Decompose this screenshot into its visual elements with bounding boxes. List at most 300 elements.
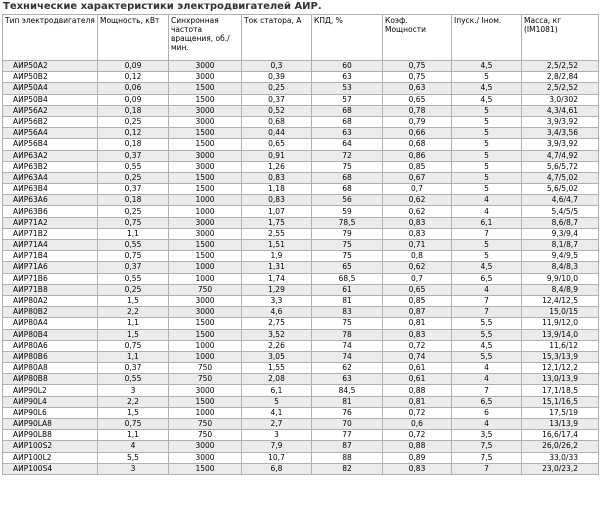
cell-mass: 5,4/5/5 xyxy=(522,206,599,217)
cell-efficiency: 87 xyxy=(312,441,383,452)
cell-current: 1,75 xyxy=(242,217,312,228)
cell-power: 0,25 xyxy=(98,172,169,183)
table-body xyxy=(3,61,599,475)
cell-type: АИР80А8 xyxy=(3,363,98,374)
table-row xyxy=(3,463,599,474)
cell-type: АИР90LА8 xyxy=(3,419,98,430)
cell-efficiency: 83 xyxy=(312,307,383,318)
cell-power-factor: 0,72 xyxy=(383,340,452,351)
cell-mass: 4,6/4,7 xyxy=(522,195,599,206)
cell-speed: 1000 xyxy=(169,340,242,351)
cell-speed: 3000 xyxy=(169,217,242,228)
cell-type: АИР50А4 xyxy=(3,83,98,94)
cell-power: 3 xyxy=(98,385,169,396)
cell-start-ratio: 5 xyxy=(452,105,522,116)
cell-start-ratio: 7 xyxy=(452,463,522,474)
cell-start-ratio: 6,1 xyxy=(452,217,522,228)
table-row xyxy=(3,295,599,306)
cell-current: 4,1 xyxy=(242,407,312,418)
cell-power-factor: 0,65 xyxy=(383,94,452,105)
cell-power: 0,12 xyxy=(98,72,169,83)
cell-mass: 11,9/12,0 xyxy=(522,318,599,329)
cell-speed: 1500 xyxy=(169,329,242,340)
cell-efficiency: 64 xyxy=(312,139,383,150)
cell-start-ratio: 4,5 xyxy=(452,83,522,94)
cell-start-ratio: 5,5 xyxy=(452,351,522,362)
cell-power-factor: 0,7 xyxy=(383,273,452,284)
cell-power-factor: 0,85 xyxy=(383,161,452,172)
cell-mass: 2,5/2,52 xyxy=(522,83,599,94)
cell-mass: 3,0/302 xyxy=(522,94,599,105)
cell-speed: 1000 xyxy=(169,407,242,418)
cell-power: 0,37 xyxy=(98,262,169,273)
cell-efficiency: 81 xyxy=(312,295,383,306)
cell-current: 1,31 xyxy=(242,262,312,273)
cell-efficiency: 62 xyxy=(312,363,383,374)
cell-current: 5 xyxy=(242,396,312,407)
cell-type: АИР63В4 xyxy=(3,184,98,195)
table-row xyxy=(3,94,599,105)
cell-power: 0,06 xyxy=(98,83,169,94)
table-row xyxy=(3,161,599,172)
cell-type: АИР63А6 xyxy=(3,195,98,206)
cell-power: 0,18 xyxy=(98,105,169,116)
cell-speed: 1500 xyxy=(169,318,242,329)
cell-start-ratio: 4 xyxy=(452,419,522,430)
cell-mass: 9,9/10,0 xyxy=(522,273,599,284)
cell-efficiency: 68 xyxy=(312,105,383,116)
cell-efficiency: 53 xyxy=(312,83,383,94)
cell-efficiency: 88 xyxy=(312,452,383,463)
header-mass: Масса, кг (IM1081) xyxy=(522,15,599,61)
cell-power-factor: 0,75 xyxy=(383,72,452,83)
cell-mass: 15,0/15 xyxy=(522,307,599,318)
cell-efficiency: 59 xyxy=(312,206,383,217)
cell-power-factor: 0,83 xyxy=(383,329,452,340)
cell-mass: 8,4/8,3 xyxy=(522,262,599,273)
cell-type: АИР56А2 xyxy=(3,105,98,116)
cell-efficiency: 63 xyxy=(312,128,383,139)
cell-mass: 12,4/12,5 xyxy=(522,295,599,306)
cell-type: АИР100S4 xyxy=(3,463,98,474)
cell-speed: 3000 xyxy=(169,385,242,396)
table-row xyxy=(3,240,599,251)
header-efficiency: КПД, % xyxy=(312,15,383,61)
table-row xyxy=(3,273,599,284)
cell-type: АИР63А2 xyxy=(3,150,98,161)
cell-efficiency: 56 xyxy=(312,195,383,206)
cell-power-factor: 0,67 xyxy=(383,172,452,183)
cell-power-factor: 0,6 xyxy=(383,419,452,430)
cell-current: 0,3 xyxy=(242,61,312,72)
cell-efficiency: 78,5 xyxy=(312,217,383,228)
cell-power: 4 xyxy=(98,441,169,452)
table-row xyxy=(3,128,599,139)
table-row xyxy=(3,284,599,295)
cell-power: 0,25 xyxy=(98,206,169,217)
cell-speed: 1000 xyxy=(169,206,242,217)
cell-start-ratio: 7 xyxy=(452,307,522,318)
cell-start-ratio: 4,5 xyxy=(452,94,522,105)
cell-current: 0,83 xyxy=(242,195,312,206)
cell-type: АИР50В4 xyxy=(3,94,98,105)
cell-efficiency: 61 xyxy=(312,284,383,295)
cell-start-ratio: 4 xyxy=(452,284,522,295)
header-current: Ток статора, А xyxy=(242,15,312,61)
cell-start-ratio: 4,5 xyxy=(452,262,522,273)
cell-efficiency: 72 xyxy=(312,150,383,161)
cell-current: 0,65 xyxy=(242,139,312,150)
table-row xyxy=(3,251,599,262)
cell-mass: 4,7/4,92 xyxy=(522,150,599,161)
cell-efficiency: 75 xyxy=(312,251,383,262)
cell-speed: 3000 xyxy=(169,61,242,72)
cell-speed: 3000 xyxy=(169,228,242,239)
cell-start-ratio: 4,5 xyxy=(452,61,522,72)
cell-power-factor: 0,8 xyxy=(383,251,452,262)
cell-start-ratio: 5 xyxy=(452,251,522,262)
cell-speed: 1500 xyxy=(169,94,242,105)
cell-start-ratio: 4 xyxy=(452,195,522,206)
cell-speed: 1000 xyxy=(169,351,242,362)
cell-mass: 16,6/17,4 xyxy=(522,430,599,441)
table-row xyxy=(3,430,599,441)
cell-power: 0,55 xyxy=(98,273,169,284)
cell-speed: 3000 xyxy=(169,452,242,463)
cell-power-factor: 0,62 xyxy=(383,206,452,217)
cell-power: 0,75 xyxy=(98,340,169,351)
cell-efficiency: 65 xyxy=(312,262,383,273)
cell-speed: 3000 xyxy=(169,150,242,161)
cell-type: АИР100S2 xyxy=(3,441,98,452)
table-row xyxy=(3,172,599,183)
cell-mass: 5,6/5,02 xyxy=(522,184,599,195)
table-row xyxy=(3,374,599,385)
cell-power: 0,75 xyxy=(98,419,169,430)
cell-speed: 3000 xyxy=(169,105,242,116)
cell-type: АИР80А2 xyxy=(3,295,98,306)
cell-power: 0,12 xyxy=(98,128,169,139)
table-row xyxy=(3,329,599,340)
cell-start-ratio: 5,5 xyxy=(452,329,522,340)
cell-current: 1,26 xyxy=(242,161,312,172)
cell-current: 2,75 xyxy=(242,318,312,329)
cell-mass: 13,9/14,0 xyxy=(522,329,599,340)
cell-mass: 9,3/9,4 xyxy=(522,228,599,239)
cell-power: 0,55 xyxy=(98,161,169,172)
cell-start-ratio: 7,5 xyxy=(452,452,522,463)
page-title: Технические характеристики электродвигателей АИР. xyxy=(3,1,322,12)
cell-type: АИР71В2 xyxy=(3,228,98,239)
cell-power: 0,25 xyxy=(98,116,169,127)
cell-efficiency: 81 xyxy=(312,396,383,407)
cell-current: 2,08 xyxy=(242,374,312,385)
cell-power: 0,25 xyxy=(98,284,169,295)
cell-start-ratio: 5 xyxy=(452,116,522,127)
cell-mass: 5,6/5,72 xyxy=(522,161,599,172)
cell-type: АИР80В6 xyxy=(3,351,98,362)
cell-efficiency: 63 xyxy=(312,72,383,83)
cell-current: 0,68 xyxy=(242,116,312,127)
cell-speed: 1500 xyxy=(169,172,242,183)
table-row xyxy=(3,396,599,407)
cell-speed: 1500 xyxy=(169,184,242,195)
cell-type: АИР50В2 xyxy=(3,72,98,83)
cell-efficiency: 60 xyxy=(312,61,383,72)
cell-start-ratio: 6 xyxy=(452,407,522,418)
cell-type: АИР63А4 xyxy=(3,172,98,183)
cell-current: 0,37 xyxy=(242,94,312,105)
cell-power-factor: 0,72 xyxy=(383,407,452,418)
cell-speed: 1000 xyxy=(169,273,242,284)
cell-type: АИР56В2 xyxy=(3,116,98,127)
cell-type: АИР80А4 xyxy=(3,318,98,329)
cell-speed: 750 xyxy=(169,374,242,385)
header-power-factor: Коэф. Мощности xyxy=(383,15,452,61)
cell-type: АИР100L2 xyxy=(3,452,98,463)
cell-type: АИР63В6 xyxy=(3,206,98,217)
cell-mass: 9,4/9,5 xyxy=(522,251,599,262)
cell-type: АИР80В4 xyxy=(3,329,98,340)
cell-mass: 3,9/3,92 xyxy=(522,139,599,150)
cell-speed: 1000 xyxy=(169,262,242,273)
cell-mass: 15,3/13,9 xyxy=(522,351,599,362)
cell-type: АИР50А2 xyxy=(3,61,98,72)
cell-efficiency: 68 xyxy=(312,184,383,195)
cell-efficiency: 68,5 xyxy=(312,273,383,284)
cell-mass: 17,5/19 xyxy=(522,407,599,418)
cell-power-factor: 0,63 xyxy=(383,83,452,94)
cell-current: 7,9 xyxy=(242,441,312,452)
cell-mass: 2,5/2,52 xyxy=(522,61,599,72)
cell-efficiency: 75 xyxy=(312,240,383,251)
cell-start-ratio: 5 xyxy=(452,172,522,183)
cell-power: 0,75 xyxy=(98,217,169,228)
cell-start-ratio: 7,5 xyxy=(452,441,522,452)
cell-speed: 1500 xyxy=(169,240,242,251)
cell-power-factor: 0,61 xyxy=(383,363,452,374)
cell-power: 0,37 xyxy=(98,184,169,195)
cell-start-ratio: 4 xyxy=(452,374,522,385)
cell-speed: 3000 xyxy=(169,295,242,306)
cell-speed: 1500 xyxy=(169,463,242,474)
cell-power-factor: 0,61 xyxy=(383,374,452,385)
cell-speed: 1500 xyxy=(169,251,242,262)
cell-current: 2,55 xyxy=(242,228,312,239)
cell-power: 5,5 xyxy=(98,452,169,463)
table-row xyxy=(3,184,599,195)
cell-speed: 3000 xyxy=(169,161,242,172)
cell-start-ratio: 7 xyxy=(452,228,522,239)
cell-efficiency: 68 xyxy=(312,172,383,183)
cell-start-ratio: 5 xyxy=(452,72,522,83)
cell-mass: 2,8/2,84 xyxy=(522,72,599,83)
cell-efficiency: 57 xyxy=(312,94,383,105)
cell-mass: 12,1/12,2 xyxy=(522,363,599,374)
cell-power: 0,37 xyxy=(98,363,169,374)
cell-start-ratio: 5 xyxy=(452,240,522,251)
cell-power-factor: 0,86 xyxy=(383,150,452,161)
table-header xyxy=(3,15,599,61)
cell-power-factor: 0,87 xyxy=(383,307,452,318)
cell-mass: 3,9/3,92 xyxy=(522,116,599,127)
cell-mass: 17,1/18,5 xyxy=(522,385,599,396)
cell-mass: 11,6/12 xyxy=(522,340,599,351)
cell-mass: 13,0/13,9 xyxy=(522,374,599,385)
table-row xyxy=(3,72,599,83)
table-row xyxy=(3,363,599,374)
cell-speed: 1000 xyxy=(169,195,242,206)
cell-power: 0,55 xyxy=(98,240,169,251)
cell-current: 1,55 xyxy=(242,363,312,374)
cell-type: АИР90L6 xyxy=(3,407,98,418)
cell-mass: 8,4/8,9 xyxy=(522,284,599,295)
cell-mass: 33,0/33 xyxy=(522,452,599,463)
cell-power: 0,18 xyxy=(98,195,169,206)
cell-power: 1,1 xyxy=(98,318,169,329)
cell-efficiency: 77 xyxy=(312,430,383,441)
cell-start-ratio: 6,5 xyxy=(452,396,522,407)
table-row xyxy=(3,441,599,452)
table-row xyxy=(3,206,599,217)
cell-start-ratio: 7 xyxy=(452,295,522,306)
cell-power: 0,09 xyxy=(98,94,169,105)
cell-current: 2,7 xyxy=(242,419,312,430)
header-power: Мощность, кВт xyxy=(98,15,169,61)
cell-efficiency: 76 xyxy=(312,407,383,418)
cell-current: 0,52 xyxy=(242,105,312,116)
cell-power: 0,09 xyxy=(98,61,169,72)
cell-mass: 13/13,9 xyxy=(522,419,599,430)
cell-type: АИР71В6 xyxy=(3,273,98,284)
cell-power-factor: 0,66 xyxy=(383,128,452,139)
cell-current: 1,51 xyxy=(242,240,312,251)
cell-type: АИР90L2 xyxy=(3,385,98,396)
cell-current: 10,7 xyxy=(242,452,312,463)
cell-start-ratio: 7 xyxy=(452,385,522,396)
cell-current: 3 xyxy=(242,430,312,441)
cell-current: 6,8 xyxy=(242,463,312,474)
cell-speed: 1500 xyxy=(169,139,242,150)
cell-power: 1,1 xyxy=(98,228,169,239)
cell-efficiency: 84,5 xyxy=(312,385,383,396)
table-row xyxy=(3,407,599,418)
cell-type: АИР71В4 xyxy=(3,251,98,262)
table-row xyxy=(3,385,599,396)
cell-mass: 4,3/4,61 xyxy=(522,105,599,116)
cell-power-factor: 0,88 xyxy=(383,385,452,396)
cell-mass: 15,1/16,5 xyxy=(522,396,599,407)
cell-power-factor: 0,75 xyxy=(383,61,452,72)
cell-power-factor: 0,7 xyxy=(383,184,452,195)
cell-current: 1,07 xyxy=(242,206,312,217)
cell-current: 0,25 xyxy=(242,83,312,94)
table-row xyxy=(3,318,599,329)
cell-power: 0,75 xyxy=(98,251,169,262)
cell-power: 1,5 xyxy=(98,329,169,340)
cell-mass: 8,6/8,7 xyxy=(522,217,599,228)
cell-type: АИР71А4 xyxy=(3,240,98,251)
cell-speed: 3000 xyxy=(169,116,242,127)
cell-power-factor: 0,83 xyxy=(383,228,452,239)
cell-current: 4,6 xyxy=(242,307,312,318)
cell-power: 0,37 xyxy=(98,150,169,161)
cell-speed: 750 xyxy=(169,419,242,430)
cell-mass: 26,0/26,2 xyxy=(522,441,599,452)
cell-power-factor: 0,65 xyxy=(383,284,452,295)
table-row xyxy=(3,262,599,273)
cell-power-factor: 0,71 xyxy=(383,240,452,251)
cell-start-ratio: 5 xyxy=(452,139,522,150)
cell-type: АИР56В4 xyxy=(3,139,98,150)
cell-efficiency: 75 xyxy=(312,318,383,329)
cell-power-factor: 0,83 xyxy=(383,463,452,474)
cell-power: 0,18 xyxy=(98,139,169,150)
cell-current: 0,44 xyxy=(242,128,312,139)
table-row xyxy=(3,419,599,430)
cell-speed: 750 xyxy=(169,363,242,374)
cell-type: АИР90LВ8 xyxy=(3,430,98,441)
cell-efficiency: 79 xyxy=(312,228,383,239)
cell-efficiency: 82 xyxy=(312,463,383,474)
cell-power-factor: 0,62 xyxy=(383,195,452,206)
cell-start-ratio: 5 xyxy=(452,128,522,139)
cell-start-ratio: 6,5 xyxy=(452,273,522,284)
cell-efficiency: 70 xyxy=(312,419,383,430)
cell-power: 1,1 xyxy=(98,351,169,362)
cell-start-ratio: 4 xyxy=(452,363,522,374)
cell-power-factor: 0,74 xyxy=(383,351,452,362)
cell-type: АИР71А6 xyxy=(3,262,98,273)
cell-type: АИР63В2 xyxy=(3,161,98,172)
table-row xyxy=(3,452,599,463)
cell-speed: 3000 xyxy=(169,72,242,83)
cell-power-factor: 0,68 xyxy=(383,139,452,150)
cell-start-ratio: 4 xyxy=(452,206,522,217)
cell-efficiency: 74 xyxy=(312,340,383,351)
cell-power: 2,2 xyxy=(98,396,169,407)
cell-type: АИР90L4 xyxy=(3,396,98,407)
cell-current: 3,3 xyxy=(242,295,312,306)
cell-mass: 4,7/5,02 xyxy=(522,172,599,183)
cell-power-factor: 0,81 xyxy=(383,396,452,407)
cell-power: 3 xyxy=(98,463,169,474)
cell-current: 3,05 xyxy=(242,351,312,362)
cell-power-factor: 0,88 xyxy=(383,441,452,452)
cell-speed: 1500 xyxy=(169,128,242,139)
cell-power-factor: 0,89 xyxy=(383,452,452,463)
table-row xyxy=(3,139,599,150)
cell-speed: 750 xyxy=(169,284,242,295)
cell-start-ratio: 5,5 xyxy=(452,318,522,329)
cell-mass: 8,1/8,7 xyxy=(522,240,599,251)
cell-efficiency: 74 xyxy=(312,351,383,362)
cell-mass: 3,4/3,56 xyxy=(522,128,599,139)
cell-power-factor: 0,72 xyxy=(383,430,452,441)
cell-current: 0,91 xyxy=(242,150,312,161)
cell-start-ratio: 4,5 xyxy=(452,340,522,351)
cell-power: 0,55 xyxy=(98,374,169,385)
cell-start-ratio: 3,5 xyxy=(452,430,522,441)
cell-current: 1,74 xyxy=(242,273,312,284)
motor-specs-table xyxy=(2,14,599,475)
table-row xyxy=(3,83,599,94)
header-start-ratio: Iпуск./ Iном. xyxy=(452,15,522,61)
cell-current: 2,26 xyxy=(242,340,312,351)
cell-current: 3,52 xyxy=(242,329,312,340)
cell-efficiency: 75 xyxy=(312,161,383,172)
cell-power: 1,5 xyxy=(98,407,169,418)
